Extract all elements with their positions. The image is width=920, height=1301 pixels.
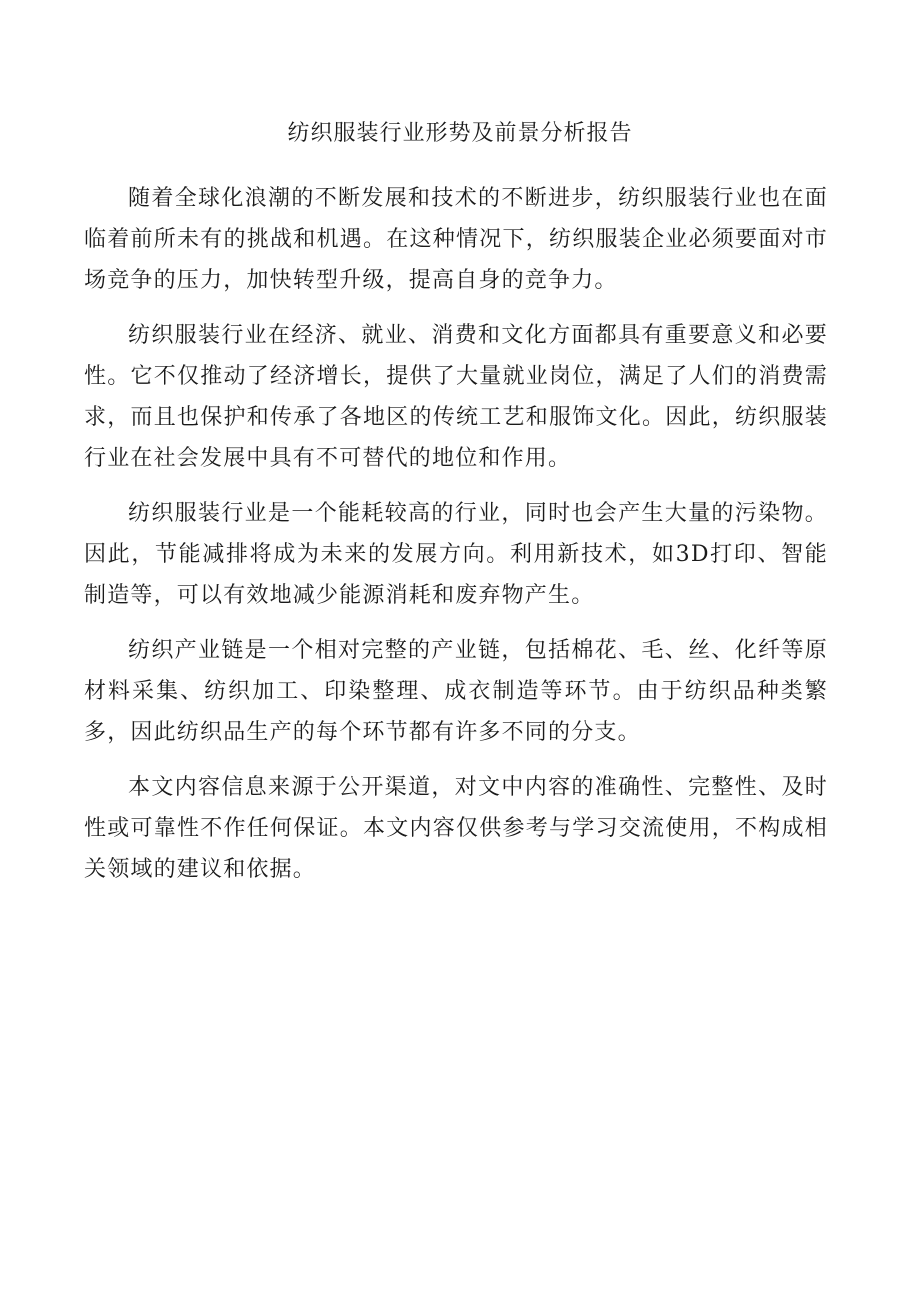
paragraph-3: 纺织服装行业是一个能耗较高的行业，同时也会产生大量的污染物。因此，节能减排将成为未来的发展方向。利用新技术，如3D打印、智能制造等，可以有效地减少能源消耗和废弃物产生。 xyxy=(84,501,828,608)
document-title: 纺织服装行业形势及前景分析报告 xyxy=(287,121,633,146)
paragraph-1: 随着全球化浪潮的不断发展和技术的不断进步，纺织服装行业也在面临着前所未有的挑战和机遇。在这种情况下，纺织服装企业必须要面对市场竞争的压力，加快转型升级，提高自身的竞争力。 xyxy=(84,186,828,293)
paragraph-2: 纺织服装行业在经济、就业、消费和文化方面都具有重要意义和必要性。它不仅推动了经济增长，提供了大量就业岗位，满足了人们的消费需求，而且也保护和传承了各地区的传统工艺和服饰文化。因此，纺织服装行业在社会发展中具有不可替代的地位和作用。 xyxy=(84,323,828,471)
paragraph-5: 本文内容信息来源于公开渠道，对文中内容的准确性、完整性、及时性或可靠性不作任何保证。本文内容仅供参考与学习交流使用，不构成相关领域的建议和依据。 xyxy=(84,775,828,882)
document-body xyxy=(84,178,828,904)
paragraph-4: 纺织产业链是一个相对完整的产业链，包括棉花、毛、丝、化纤等原材料采集、纺织加工、印染整理、成衣制造等环节。由于纺织品种类繁多，因此纺织品生产的每个环节都有许多不同的分支。 xyxy=(84,638,828,745)
